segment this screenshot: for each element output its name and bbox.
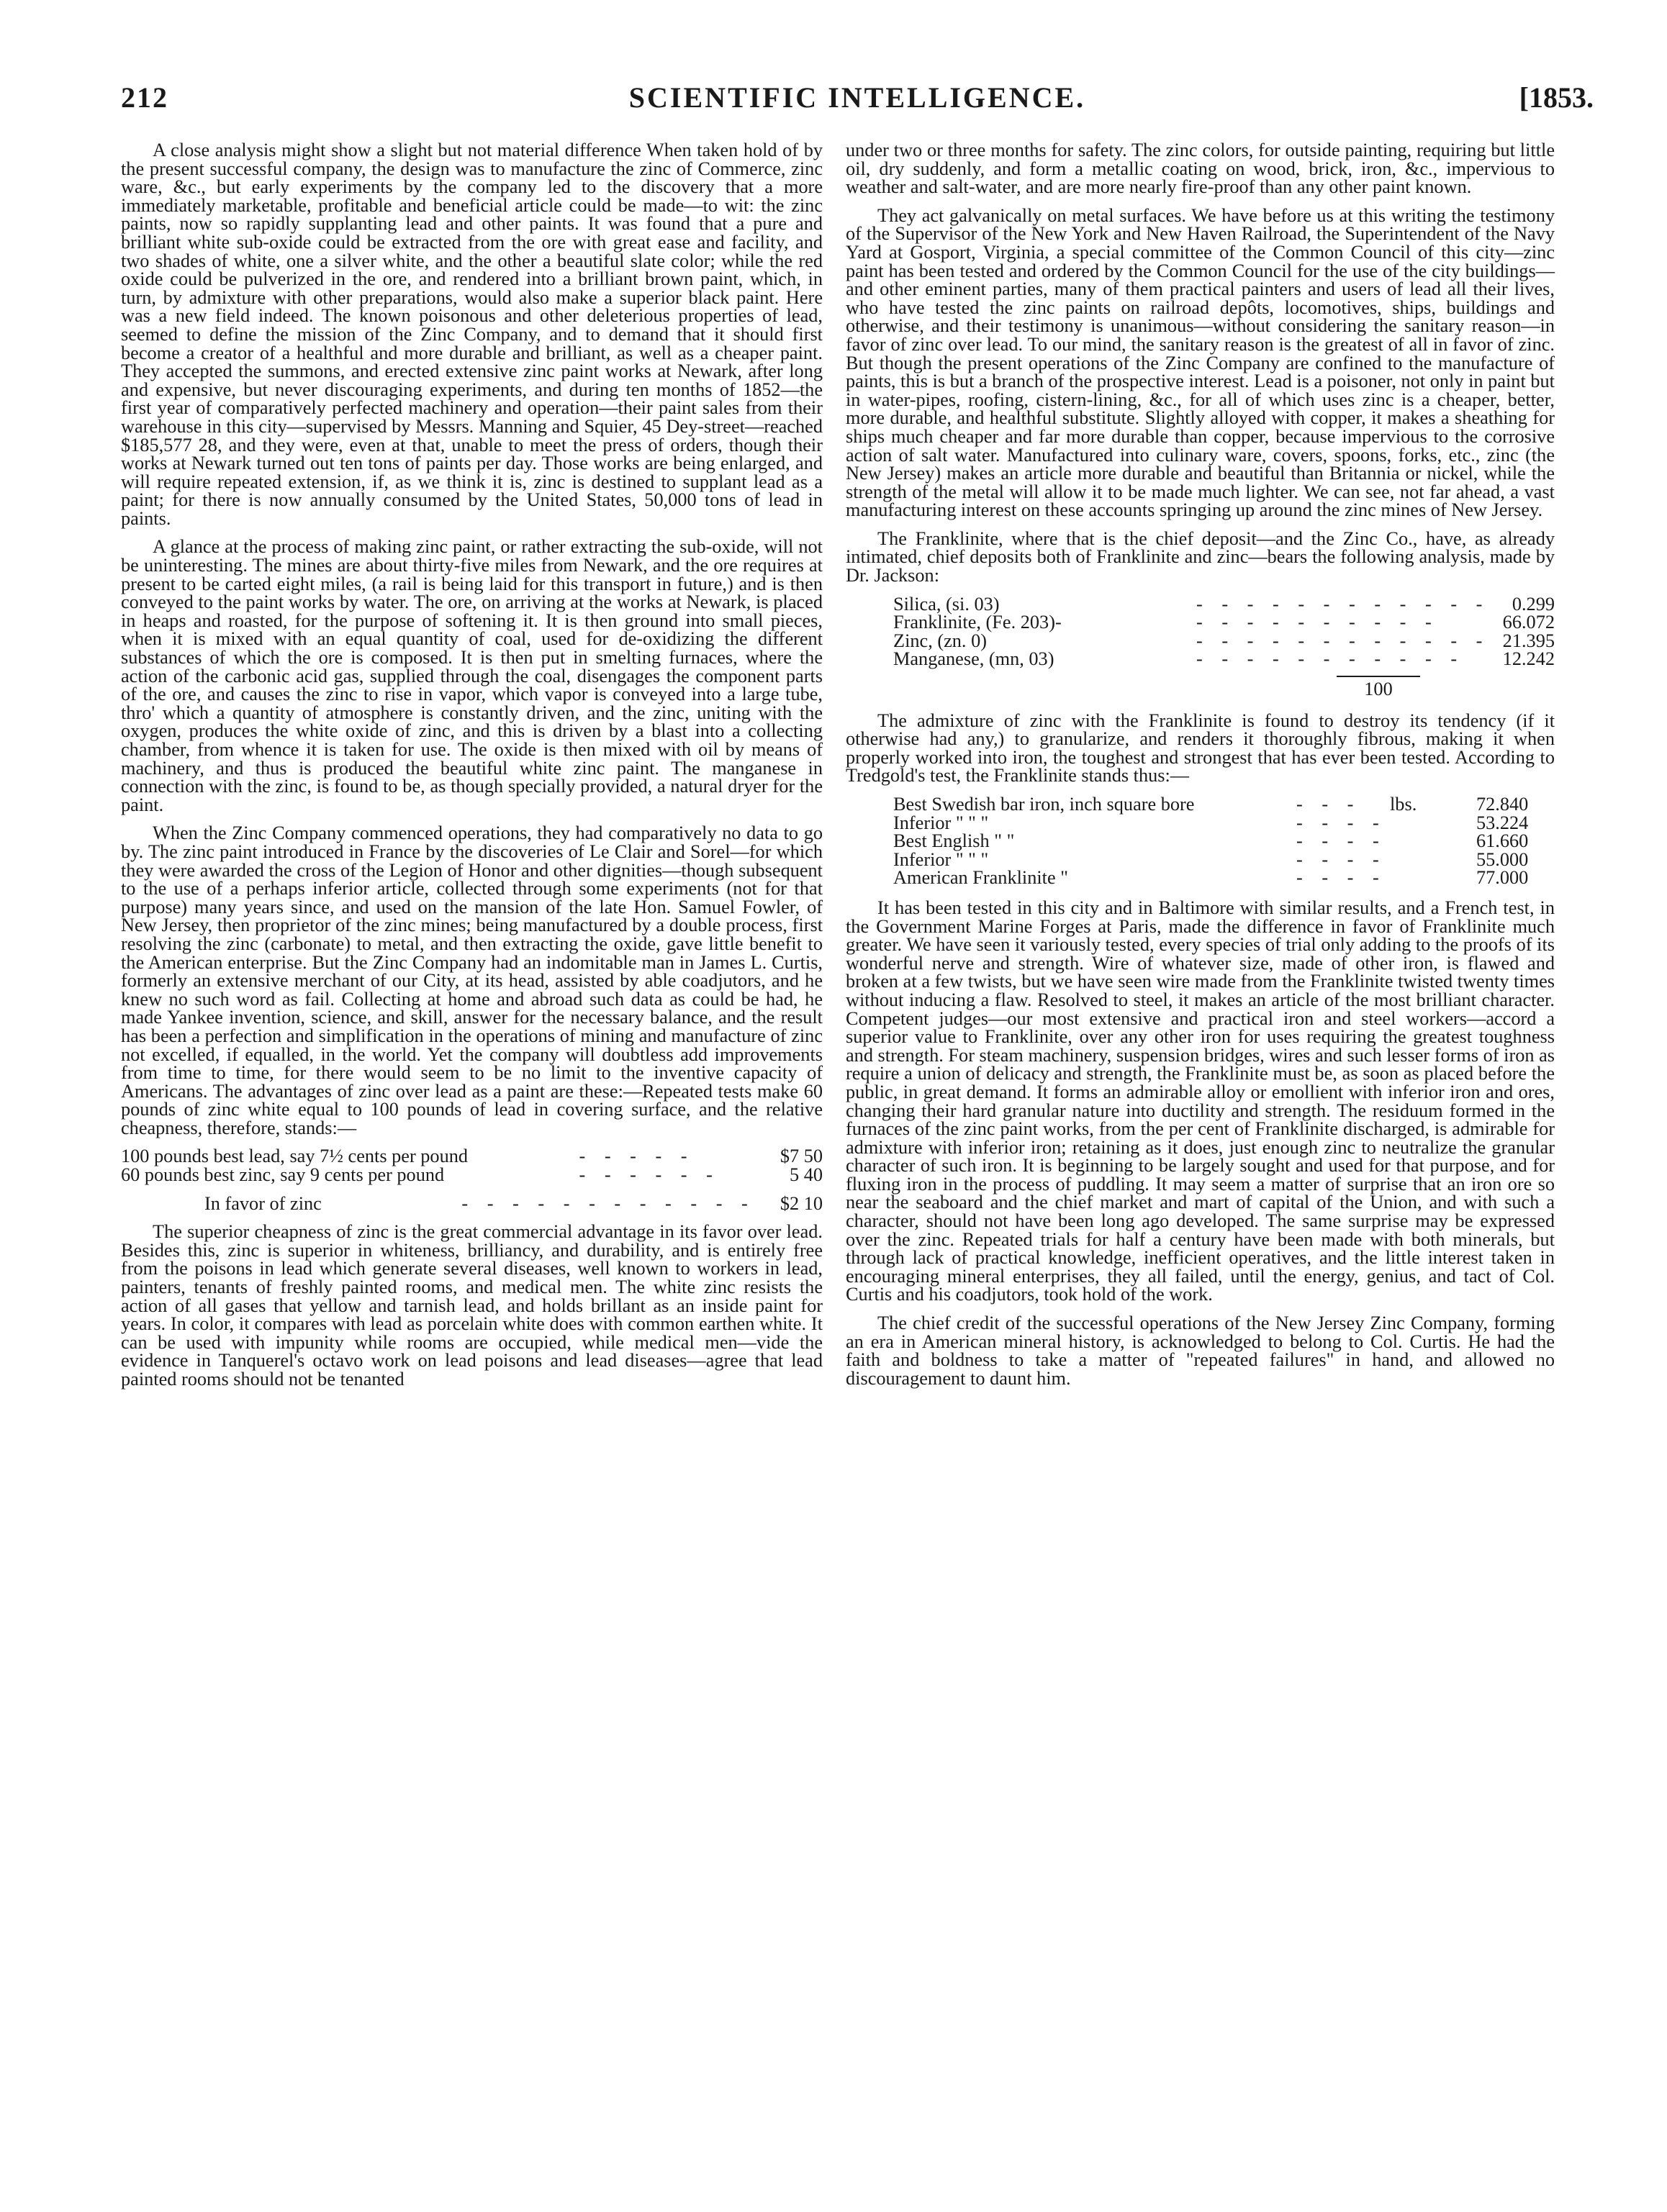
tredgold-test-table: [893, 795, 1528, 887]
leader-dots: - - - - - - - - - - - -: [1196, 630, 1490, 651]
table-row: [893, 632, 1555, 651]
left-column: [121, 141, 823, 1399]
unit-label: [1390, 814, 1476, 833]
total-value: 100: [1337, 676, 1420, 699]
page-header: [121, 81, 1594, 124]
leader-dots: - - - - - - - - - -: [1196, 612, 1439, 633]
row-value: 55.000: [1476, 848, 1529, 870]
row-label: Franklinite, (Fe. 203)-: [893, 612, 1062, 633]
row-label: Silica, (si. 03): [893, 593, 1000, 615]
table-row: [893, 869, 1528, 887]
row-value: 53.224: [1476, 812, 1529, 833]
paragraph: under two or three months for safety. The zinc colors, for outside painting, requiring but little oil, dry suddenly, and form a metallic coating on wood, brick, iron, &c., impervious to weather and salt-water, and are more nearly fire-proof than any other paint known.: [846, 140, 1555, 198]
row-label: 60 pounds best zinc, say 9 cents per pound: [121, 1164, 445, 1186]
row-label: In favor of zinc: [204, 1192, 322, 1214]
unit-label: [1390, 832, 1476, 851]
unit-label: lbs.: [1390, 794, 1417, 815]
row-value: 66.072: [1502, 612, 1555, 633]
unit-label: [1390, 851, 1476, 869]
table-row: [893, 650, 1555, 668]
table-row: [121, 1195, 823, 1213]
table-row: [893, 814, 1528, 833]
table-row: [121, 1166, 823, 1184]
table-row: [121, 1147, 823, 1166]
paragraph: A close analysis might show a slight but not material difference When taken hold of by the present successful company, the design was to manufacture the zinc of Commerce, zinc ware, &c., but early experiments by the company led to the discovery that a more immediately marketable, profitable and beneficial article could be made—to wit: the zinc paints, now so rapidly supplanting lead and other paints. It was found that a pure and brilliant white sub-oxide could be extracted from the ore with great ease and facility, and two shades of white, one a silver white, and the other a beautiful slate color; while the red oxide could be pulverized in the ore, and rendered into a brilliant brown paint, which, in turn, by admixture with other preparations, would also make a superior black paint. Here was a new field indeed. The known poisonous and other deleterious properties of lead, seemed to define the mission of the Zinc Company, and to demand that it should first become a creator of a healthful and more durable and brilliant, as well as a cheaper paint. They accepted the summons, and erected extensive zinc paint works at Newark, after long and expensive, but never discouraging experiments, and during ten months of 1852—the first year of comparatively perfected machinery and operation—their paint sales from their warehouse in this city—supervised by Messrs. Manning and Squier, 45 Dey-street—reached $185,577 28, and they were, even at that, unable to meet the press of orders, though their works at Newark turned out ten tons of paints per day. Those works are being enlarged, and will require repeated extension, if, as we think it is, zinc is destined to supplant lead as a paint; for there is now annually consumed by the United States, 50,000 tons of lead in paints.: [121, 140, 823, 529]
row-value: $2 10: [780, 1192, 823, 1214]
table-row: [893, 676, 1420, 699]
price-comparison-table: [121, 1147, 823, 1184]
row-label: Best Swedish bar iron, inch square bore: [893, 794, 1195, 815]
row-value: 61.660: [1476, 830, 1529, 852]
leader-dots: - - - -: [1296, 848, 1386, 870]
row-value: 21.395: [1502, 630, 1555, 651]
paragraph: The admixture of zinc with the Franklinite is found to destroy its tendency (if it otherwise had any,) to granularize, and renders it thoroughly fibrous, making it when properly worked into iron, the toughest and strongest that has ever been tested. According to Tredgold's test, the Franklinite stands thus:—: [846, 710, 1555, 787]
right-column: [846, 141, 1555, 1397]
row-label: Manganese, (mn, 03): [893, 648, 1054, 670]
row-value: 72.840: [1476, 794, 1529, 815]
table-row: [893, 795, 1528, 814]
leader-dots: - - - - - - - - - - -: [1196, 648, 1465, 670]
paragraph: A glance at the process of making zinc paint, or rather extracting the sub-oxide, will not be uninteresting. The mines are about thirty-five miles from Newark, and the ore requires at present to be carted eight miles, (a rail is being laid for this transport in future,) and is then conveyed to the paint works by water. The ore, on arriving at the works at Newark, is placed in heaps and roasted, for the purpose of softening it. It is then ground into small pieces, when it is mixed with an equal quantity of coal, used for de-oxidizing the different substances of which the ore is composed. It is then put in smelting furnaces, where the action of the carbonic acid gas, supplied through the coal, disengages the component parts of the ore, and causes the zinc to rise in vapor, which vapor is conveyed into a large tube, thro' which a quantity of atmosphere is constantly driven, and the zinc, uniting with the oxygen, produces the white oxide of zinc, and this is driven by a blast into a collecting chamber, from whence it is taken for use. The oxide is then mixed with oil by means of machinery, and thus is produced the beautiful white zinc paint. The manganese in connection with the zinc, is found to be, as though specially provided, a natural dryer for the paint.: [121, 536, 823, 815]
table-row: [893, 832, 1528, 851]
leader-dots: - - - - - - - - - - - -: [1196, 593, 1490, 615]
row-label: Inferior " " ": [893, 848, 989, 870]
running-title: SCIENTIFIC INTELLIGENCE.: [628, 81, 1086, 114]
leader-dots: - - - -: [1296, 830, 1386, 852]
row-label: Best English " ": [893, 830, 1015, 852]
leader-dots: - - - - -: [579, 1146, 695, 1167]
page-number: 212: [121, 81, 168, 114]
paragraph: It has been tested in this city and in Baltimore with similar results, and a French test, in the Government Marine Forges at Paris, made the difference in favor of Franklinite much greater. We have seen it variously tested, every species of trial only adding to the proofs of its wonderful nerve and strength. Wire of whatever size, made of other iron, is flawed and broken at a few twists, but we have seen wire made from the Franklinite twisted twenty times without inducing a flaw. Resolved to steel, it makes an article of the most brilliant character. Competent judges—our most extensive and practical iron and steel workers—accord a superior value to Franklinite, over any other iron for uses requiring the greatest toughness and strength. For steam machinery, suspension bridges, wires and such lesser forms of iron as require a union of delicacy and strength, the Franklinite must be, as soon as placed before the public, in great demand. It forms an admirable alloy or emollient with inferior iron and ores, changing their hard granular nature into ductility and strength. The residuum formed in the furnaces of the zinc paint works, from the per cent of Franklinite discharged, is admirable for admixture with inferior iron; retaining as it does, just enough zinc to neutralize the granular character of such iron. It is beginning to be largely sought and used for that purpose, and for fluxing iron in the process of puddling. It may seem a matter of surprise that an iron ore so near the seaboard and the chief market and mart of capital of the Union, and with such a character, should not have been long ago developed. The same surprise may be expressed over the zinc. Repeated trials for half a century have been made with both minerals, but through lack of practical knowledge, inefficient operatives, and the little interest taken in encouraging mineral enterprises, they all failed, until the energy, genius, and tact of Col. Curtis and his coadjutors, took hold of the work.: [846, 897, 1555, 1305]
analysis-total: [893, 676, 1420, 699]
leader-dots: - - - -: [1296, 867, 1386, 889]
paragraph: They act galvanically on metal surfaces. We have before us at this writing the testimony of the Supervisor of the New York and New Haven Railroad, the Superintendent of the Navy Yard at Gosport, Virginia, a special committee of the Common Council of this city—zinc paint has been tested and ordered by the Common Council for the use of the city buildings—and other eminent parties, many of them practical painters and users of lead all their lives, who have tested the zinc paints on railroad depôts, locomotives, ships, buildings and otherwise, and their testimony is unanimous—without considering the sanitary reason—in favor of zinc over lead. To our mind, the sanitary reason is the greatest of all in favor of zinc. But though the present operations of the Zinc Company are confined to the manufacture of paints, this is but a branch of the prospective interest. Lead is a poisoner, not only in paint but in water-pipes, roofing, cistern-lining, &c., for all of which uses zinc is a cheaper, better, more durable, and healthful substitute. Slightly alloyed with copper, it makes a sheathing for ships much cheaper and far more durable than copper, because impervious to the corrosive action of salt water. Manufactured into culinary ware, covers, spoons, forks, etc., zinc (the New Jersey) makes an article more durable and beautiful than Britannia or nickel, while the strength of the metal will allow it to be made much lighter. We can see, not far ahead, a vast manufacturing interest on these accounts springing up around the zinc mines of New Jersey.: [846, 204, 1555, 521]
row-label: Zinc, (zn. 0): [893, 630, 987, 651]
row-label: 100 pounds best lead, say 7½ cents per pound: [121, 1146, 469, 1167]
paragraph: The Franklinite, where that is the chief deposit—and the Zinc Co., have, as already intimated, chief deposits both of Franklinite and zinc—bears the following analysis, made by Dr. Jackson:: [846, 527, 1555, 586]
row-value: 5 40: [789, 1164, 823, 1186]
row-value: 12.242: [1502, 648, 1555, 670]
analysis-table: [893, 595, 1555, 668]
paragraph: The chief credit of the successful operations of the New Jersey Zinc Company, forming an era in American mineral history, is acknowledged to belong to Col. Curtis. He had the faith and boldness to take a matter of "repeated failures" in hand, and allowed no discouragement to daunt him.: [846, 1313, 1555, 1389]
row-value: 0.299: [1512, 593, 1555, 615]
leader-dots: - - - - - - - - - - - -: [461, 1192, 755, 1214]
paragraph: The superior cheapness of zinc is the great commercial advantage in its favor over lead. Besides this, zinc is superior in whiteness, brilliancy, and durability, and is entirely free from the poisons in lead which generate several diseases, well known to workers in lead, painters, tenants of freshly painted rooms, and medical men. The white zinc resists the action of all gases that yellow and tarnish lead, and holds brillant as an inside paint for years. In color, it compares with lead as porcelain white does with common earthen white. It can be used with impunity while rooms are occupied, while medical men—vide the evidence in Tanquerel's octavo work on lead poisons and lead diseases—agree that lead painted rooms should not be tenanted: [121, 1221, 823, 1390]
row-label: American Franklinite ": [893, 867, 1068, 889]
year-marker: [1853.: [1519, 81, 1594, 114]
favor-total-table: [121, 1192, 823, 1214]
table-row: [893, 613, 1555, 632]
table-row: [893, 595, 1555, 614]
table-row: [893, 851, 1528, 869]
unit-label: [1390, 869, 1476, 887]
leader-dots: - - - -: [1296, 812, 1386, 833]
row-value: 77.000: [1476, 867, 1529, 889]
row-value: $7 50: [780, 1146, 823, 1167]
row-label: Inferior " " ": [893, 812, 989, 833]
leader-dots: - - -: [1296, 794, 1361, 815]
leader-dots: - - - - - -: [579, 1164, 720, 1186]
paragraph: When the Zinc Company commenced operations, they had comparatively no data to go by. The zinc paint introduced in France by the discoveries of Le Clair and Sorel—for which they were awarded the cross of the Legion of Honor and other dignities—though subsequent to the use of a perhaps inferior article, collected through some experiments (not for that purpose) many years since, and used on the mansion of the late Hon. Samuel Fowler, of New Jersey, then proprietor of the zinc mines; being manufactured by a double process, first resolving the zinc (carbonate) to metal, and then extracting the oxide, gave little benefit to the American enterprise. But the Zinc Company had an indomitable man in James L. Curtis, formerly an extensive merchant of our City, at its head, assisted by able coadjutors, and he knew no such word as fail. Collecting at home and abroad such data as could be had, he made Yankee invention, science, and skill, answer for the necessary balance, and the result has been a perfection and simplification in the operations of mining and manufacture of zinc not excelled, if equalled, in the world. Yet the company will doubtless add improvements from time to time, for there would seem to be no limit to the inventive capacity of Americans. The advantages of zinc over lead as a paint are these:—Repeated tests make 60 pounds of zinc white equal to 100 pounds of lead in covering surface, and the relative cheapness, therefore, stands:—: [121, 822, 823, 1138]
